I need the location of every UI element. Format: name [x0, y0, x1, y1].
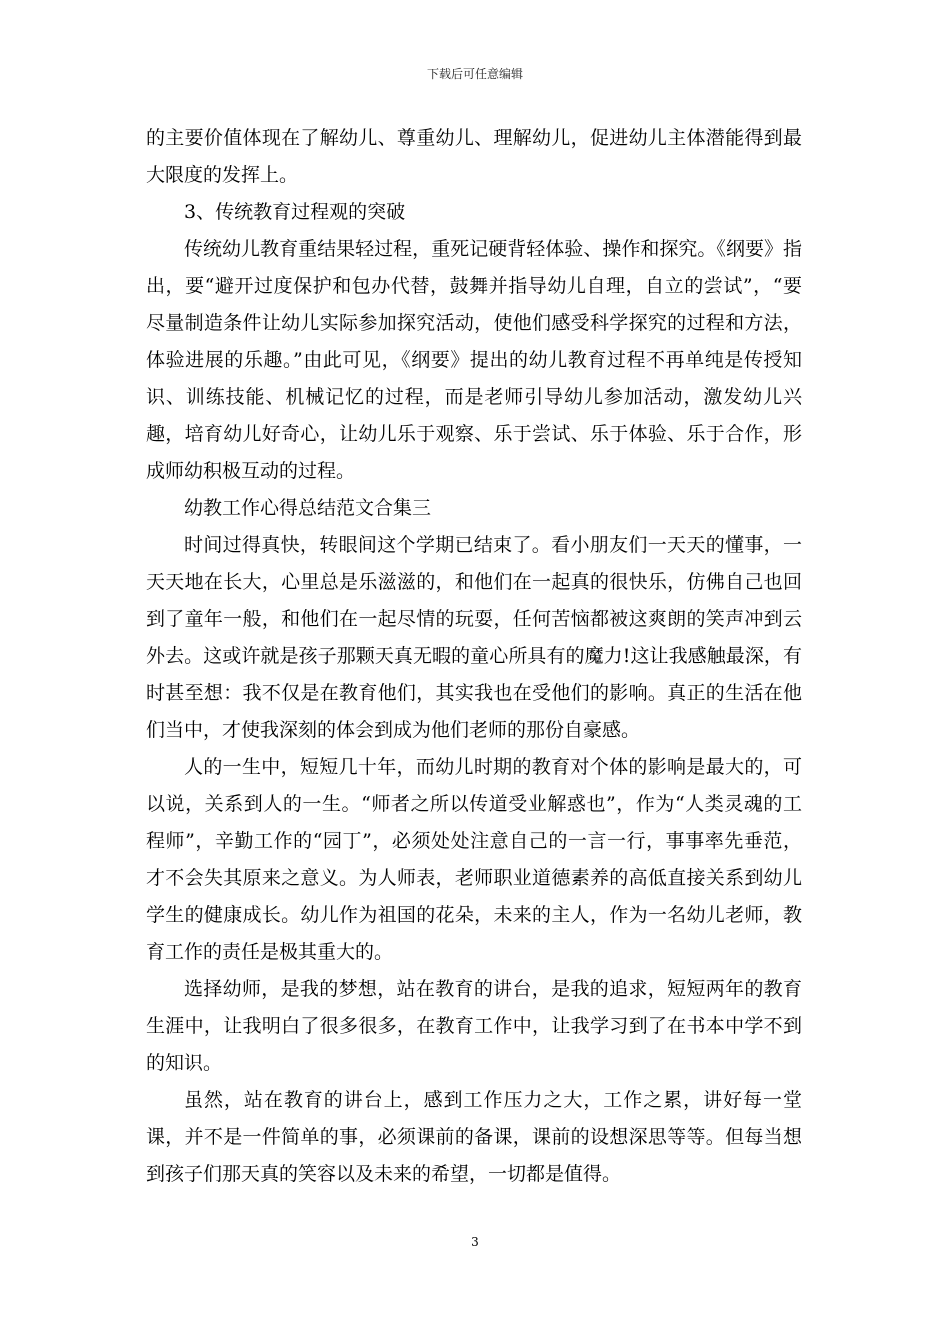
page-number: 3	[471, 1235, 479, 1249]
paragraph-work-pressure: 虽然，站在教育的讲台上，感到工作压力之大，工作之累，讲好每一堂课，并不是一件简单的事，必须课前的备课，课前的设想深思等等。但每当想到孩子们那天真的笑容以及未来的希望，一切都是值得。	[146, 1089, 802, 1185]
section-heading-process-view: 3、传统教育过程观的突破	[184, 201, 406, 223]
document-body	[146, 120, 802, 1193]
paragraph-dream: 选择幼师，是我的梦想，站在教育的讲台，是我的追求，短短两年的教育生涯中，让我明白了很多很多，在教育工作中，让我学习到了在书本中学不到的知识。	[146, 978, 802, 1074]
page-header: 下载后可任意编辑	[426, 67, 523, 81]
paragraph-teacher-role: 人的一生中，短短几十年，而幼儿时期的教育对个体的影响是最大的，可以说，关系到人的一生。“师者之所以传道受业解惑也”，作为“人类灵魂的工程师”，辛勤工作的“园丁”，必须处处注意自己的一言一行，事事率先垂范，才不会失其原来之意义。为人师表，老师职业道德素养的高低直接关系到幼儿学生的健康成长。幼儿作为祖国的花朵，未来的主人，作为一名幼儿老师，教育工作的责任是极其重大的。	[146, 756, 802, 963]
paragraph-time-flies: 时间过得真快，转眼间这个学期已结束了。看小朋友们一天天的懂事，一天天地在长大，心里总是乐滋滋的，和他们在一起真的很快乐，仿佛自己也回到了童年一般，和他们在一起尽情的玩耍，任何苦恼都被这爽朗的笑声冲到云外去。这或许就是孩子那颗天真无暇的童心所具有的魔力!这让我感触最深，有时甚至想：我不仅是在教育他们，其实我也在受他们的影响。真正的生活在他们当中，才使我深刻的体会到成为他们老师的那份自豪感。	[146, 534, 802, 741]
paragraph-process-view: 传统幼儿教育重结果轻过程，重死记硬背轻体验、操作和探究。《纲要》指出，要“避开过度保护和包办代替，鼓舞并指导幼儿自理，自立的尝试”，“要尽量制造条件让幼儿实际参加探究活动，使他们感受科学探究的过程和方法，体验进展的乐趣。”由此可见，《纲要》提出的幼儿教育过程不再单纯是传授知识、训练技能、机械记忆的过程，而是老师引导幼儿参加活动，激发幼儿兴趣，培育幼儿好奇心，让幼儿乐于观察、乐于尝试、乐于体验、乐于合作，形成师幼积极互动的过程。	[146, 238, 802, 482]
section-heading-collection-three: 幼教工作心得总结范文合集三	[184, 497, 432, 519]
paragraph-continuation: 的主要价值体现在了解幼儿、尊重幼儿、理解幼儿，促进幼儿主体潜能得到最大限度的发挥上。	[146, 127, 802, 186]
